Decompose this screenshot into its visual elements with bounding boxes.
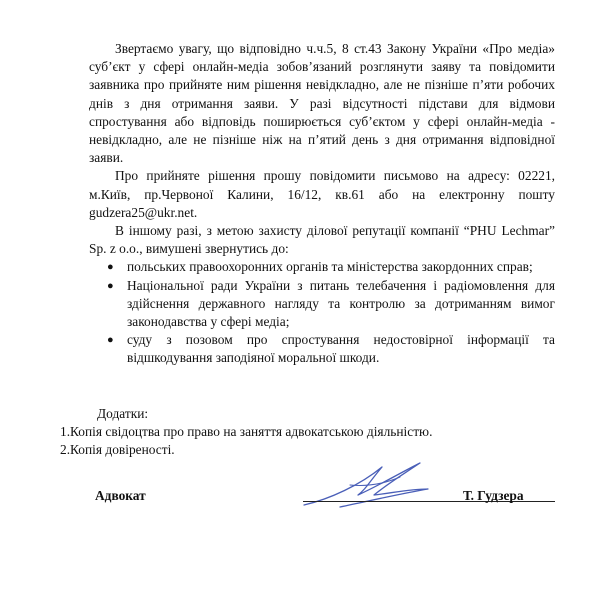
signer-role: Адвокат: [95, 488, 146, 503]
list-item: [107, 331, 555, 367]
appendix-item: 1.Копія свідоцтва про право на заняття адвокатською діяльністю.: [60, 424, 433, 440]
paragraph-deadline-notice: Звертаємо увагу, що відповідно ч.ч.5, 8 ст.43 Закону України «Про медіа» суб’єкт у сфері онлайн-медіа зобов’язаний розглянути заяву та повідомити заявника про прийняте ним рішення невідкладно, але не пізніше п’яти робочих днів з дня отримання заяви. У разі відсутності підстави для відмови спростування або відповідь поширюється суб’єктом у сфері онлайн-медіа - невідкладно, але не пізніше ніж на п’ятий день з дня отримання відповідної заяви.: [89, 41, 555, 166]
signer-name: Т. Гудзера: [463, 488, 524, 503]
paragraph-reply-address: Про прийняте рішення прошу повідомити письмово на адресу: 02221, м.Київ, пр.Червоної Калини, 16/12, кв.61 або на електронну пошту gudzera25@ukr.net.: [89, 168, 555, 220]
authorities-list: [89, 258, 555, 367]
bullet-icon: ●: [107, 334, 114, 347]
appendix-section: [60, 405, 540, 460]
appendix-item: 2.Копія довіреності.: [60, 442, 175, 458]
list-item-text: суду з позовом про спростування недостовірної інформації та відшкодування заподіяної моральної шкоди.: [127, 332, 555, 366]
appendix-title: Додатки:: [97, 406, 149, 421]
list-item-text: Національної ради України з питань телебачення і радіомовлення для здійснення державного нагляду та контролю за дотриманням вимог законодавства у сфері медіа;: [127, 277, 555, 330]
letter-body: [89, 40, 555, 368]
bullet-icon: ●: [107, 279, 114, 292]
list-item: [107, 258, 555, 276]
list-item-text: польських правоохоронних органів та міністерства закордонних справ;: [127, 259, 533, 275]
paragraph-intent: В іншому разі, з метою захисту ділової репутації компанії “PHU Lechmar” Sp. z o.o., вимушені звернутись до:: [89, 223, 555, 257]
bullet-icon: ●: [107, 261, 114, 274]
list-item: [107, 277, 555, 332]
signature-row: [95, 487, 565, 511]
